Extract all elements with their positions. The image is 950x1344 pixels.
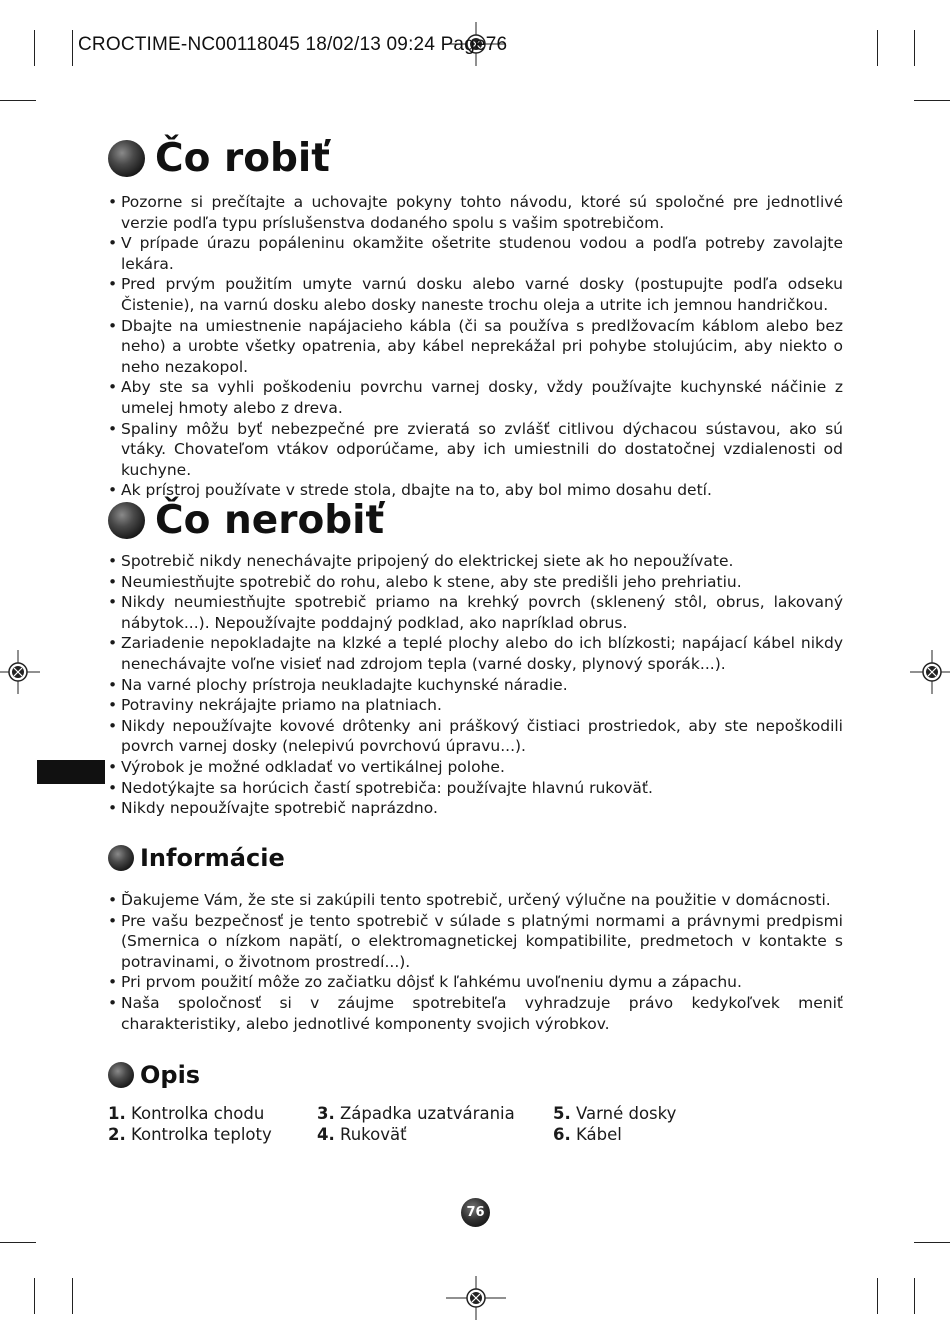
section-heading [108,498,843,543]
section-opis [108,1061,843,1089]
crop-mark [914,30,915,66]
list-item: • Ak prístroj používate v strede stola, dbajte na to, aby bol mimo dosahu detí. [108,480,843,501]
registration-mark-icon [910,650,950,694]
print-slug: CROCTIME-NC00118045 18/02/13 09:24 Page76 [78,34,508,55]
list-item: • Zariadenie nepokladajte na klzké a teplé plochy alebo do ich blízkosti; napájací kábel nikdy nenechávajte voľne visieť nad zdrojom tepla (varné dosky, plynový sporák...). [108,633,843,674]
list-item: • Nikdy neumiestňujte spotrebič priamo na krehký povrch (sklenený stôl, obrus, lakovaný nábytok...). Nepoužívajte poddajný podklad, ako napríklad obrus. [108,592,843,633]
crop-mark [72,1278,73,1314]
section-nerobit [108,498,843,819]
section-informacie [108,844,843,1034]
list-item: • Pri prvom použití môže zo začiatku dôjsť k ľahkému uvoľneniu dymu a zápachu. [108,972,843,993]
crop-mark [0,100,36,101]
list-item: • Pre vašu bezpečnosť je tento spotrebič v súlade s platnými normami a právnymi predpismi (Smernica o nízkom napätí, o elektromagnetickej kompatibilite, predmetoch v kontakte s potravinami, o životnom prostredí...). [108,911,843,973]
bullet-list [108,192,843,501]
crop-mark [34,1278,35,1314]
part-item: 4. Rukoväť [317,1125,407,1144]
list-item: • Nikdy nepoužívajte spotrebič naprázdno. [108,798,843,819]
section-robit [108,136,843,501]
list-item: • Spaliny môžu byť nebezpečné pre zvieratá so zvlášť citlivou dýchacou sústavou, ako sú vtáky. Chovateľom vtákov odporúčame, aby ich umiestnili do dostatočnej vzdialenosti od kuchyne. [108,419,843,481]
list-item: • Ďakujeme Vám, že ste si zakúpili tento spotrebič, určený výlučne na použitie v domácnosti. [108,890,843,911]
crop-mark [914,1242,950,1243]
section-heading [108,1061,843,1089]
list-item: • Neumiestňujte spotrebič do rohu, alebo k stene, aby ste predišli jeho prehriatiu. [108,572,843,593]
list-item: • Spotrebič nikdy nenechávajte pripojený do elektrickej siete ak ho nepoužívate. [108,551,843,572]
bullet-list [108,890,843,1034]
heading-text: Opis [140,1061,201,1089]
crop-mark [914,100,950,101]
crop-mark [34,30,35,66]
heading-text: Čo robiť [155,136,330,181]
bullet-ball-icon [108,140,145,177]
part-item: 3. Západka uzatvárania [317,1104,515,1123]
registration-mark-icon [446,1276,506,1320]
list-item: • Výrobok je možné odkladať vo vertikálnej polohe. [108,757,843,778]
page-number: 76 [461,1198,490,1227]
crop-mark [0,1242,36,1243]
section-heading [108,136,843,181]
crop-mark [914,1278,915,1314]
list-item: • Naša spoločnosť si v záujme spotrebiteľa vyhradzuje právo kedykoľvek meniť charakteristiky, alebo jednotlivé komponenty svojich výrobkov. [108,993,843,1034]
part-item: 1. Kontrolka chodu [108,1104,265,1123]
bullet-ball-icon [108,502,145,539]
list-item: • Na varné plochy prístroja neukladajte kuchynské náradie. [108,675,843,696]
part-item: 2. Kontrolka teploty [108,1125,272,1144]
list-item: • Nedotýkajte sa horúcich častí spotrebiča: používajte hlavnú rukoväť. [108,778,843,799]
heading-text: Informácie [140,844,285,872]
list-item: • Dbajte na umiestnenie napájacieho kábla (či sa používa s predlžovacím káblom alebo bez neho) a urobte všetky opatrenia, aby kábel neprekážal pri pohybe stolujúcim, aby niekto o neho nezakopol. [108,316,843,378]
bullet-list [108,551,843,819]
part-item: 5. Varné dosky [553,1104,677,1123]
heading-text: Čo nerobiť [155,498,385,543]
bullet-ball-icon [108,1062,134,1088]
crop-mark [877,30,878,66]
list-item: • Pozorne si prečítajte a uchovajte pokyny tohto návodu, ktoré sú spoločné pre jednotlivé verzie podľa typu príslušenstva dodaného spolu s vašim spotrebičom. [108,192,843,233]
bullet-ball-icon [108,845,134,871]
crop-mark [877,1278,878,1314]
list-item: • Aby ste sa vyhli poškodeniu povrchu varnej dosky, vždy používajte kuchynské náčinie z umelej hmoty alebo z dreva. [108,377,843,418]
crop-mark [72,30,73,66]
list-item: • V prípade úrazu popáleninu okamžite ošetrite studenou vodou a podľa potreby zavolajte lekára. [108,233,843,274]
registration-mark-icon [0,650,40,694]
list-item: • Potraviny nekrájajte priamo na platniach. [108,695,843,716]
language-tab [37,760,105,784]
part-item: 6. Kábel [553,1125,622,1144]
section-heading [108,844,843,872]
list-item: • Pred prvým použitím umyte varnú dosku alebo varné dosky (postupujte podľa odseku Čistenie), na varnú dosku alebo dosky naneste trochu oleja a utrite ich jemnou handričkou. [108,274,843,315]
list-item: • Nikdy nepoužívajte kovové drôtenky ani práškový čistiaci prostriedok, aby ste nepoškodili povrch varnej dosky (nelepivú povrchovú úpravu...). [108,716,843,757]
